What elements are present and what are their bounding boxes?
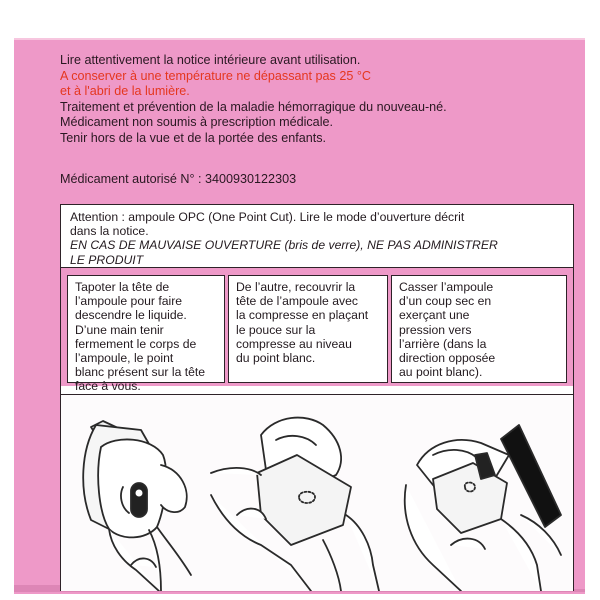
step-1-line: descendre le liquide. — [75, 308, 187, 323]
step-2-line: la compresse en plaçant — [236, 308, 369, 323]
intro-line-read-leaflet: Lire attentivement la notice intérieure avant utilisation. — [60, 53, 361, 67]
steps-row — [61, 268, 573, 394]
step-1-box — [67, 275, 225, 394]
step-3-line: direction opposée — [399, 351, 496, 366]
attention-warning-line-2: LE PRODUIT — [70, 252, 144, 267]
illustration-3-break-ampoule — [405, 425, 561, 591]
step-2-line: du point blanc. — [236, 351, 316, 366]
step-3-line: pression vers — [399, 322, 472, 337]
step-1-line: blanc présent sur la tête — [75, 365, 206, 380]
intro-line-keep-away: Tenir hors de la vue et de la portée des enfants. — [60, 130, 327, 145]
attention-warning-line-1: EN CAS DE MAUVAISE OUVERTURE (bris de verre), NE PAS ADMINISTRER — [70, 238, 498, 253]
step-3-line: Casser l’ampoule — [399, 280, 494, 294]
intro-line-indication: Traitement et prévention de la maladie hémorragique du nouveau-né. — [60, 99, 447, 114]
step-1-text — [75, 280, 205, 394]
opening-instructions-panel — [60, 204, 574, 591]
intro-line-storage-temp: A conserver à une température ne dépassant pas 25 °C — [60, 68, 371, 83]
step-3-line: d’un coup sec en — [399, 294, 492, 309]
illustration-2-cover-compress — [211, 418, 379, 591]
attention-line-1: Attention : ampoule OPC (One Point Cut). Lire le mode d’ouverture décrit — [70, 210, 465, 224]
step-2-box — [228, 275, 388, 383]
step-1-line: face à vous. — [75, 379, 141, 394]
step-1-line: Tapoter la tête de — [75, 280, 170, 294]
step-2-line: De l’autre, recouvrir la — [236, 280, 356, 294]
intro-line-storage-light: et à l'abri de la lumière. — [60, 84, 190, 98]
attention-line-2: dans la notice. — [70, 224, 149, 239]
intro-text-block — [60, 53, 570, 146]
step-2-line: le pouce sur la — [236, 322, 316, 337]
attention-box — [61, 205, 573, 268]
attention-text — [70, 210, 560, 267]
illustrations-strip — [61, 394, 573, 591]
step-1-line: fermement le corps de — [75, 336, 197, 351]
step-1-line: D’une main tenir — [75, 322, 164, 337]
step-3-text — [399, 280, 495, 379]
step-2-text — [236, 280, 368, 365]
step-1-line: l’ampoule pour faire — [75, 294, 183, 309]
step-3-line: l’arrière (dans la — [399, 336, 487, 351]
step-3-box — [391, 275, 567, 383]
step-1-line: l’ampoule, le point — [75, 351, 174, 366]
step-3-line: au point blanc). — [399, 365, 483, 380]
step-2-line: tête de l’ampoule avec — [236, 294, 358, 309]
authorization-number: Médicament autorisé N° : 3400930122303 — [60, 172, 297, 186]
illustration-1-tap-ampoule — [83, 421, 191, 591]
step-2-line: compresse au niveau — [236, 336, 352, 351]
instruction-illustrations — [61, 395, 573, 591]
intro-line-no-prescription: Médicament non soumis à prescription médicale. — [60, 115, 333, 129]
step-3-line: exerçant une — [399, 308, 470, 323]
